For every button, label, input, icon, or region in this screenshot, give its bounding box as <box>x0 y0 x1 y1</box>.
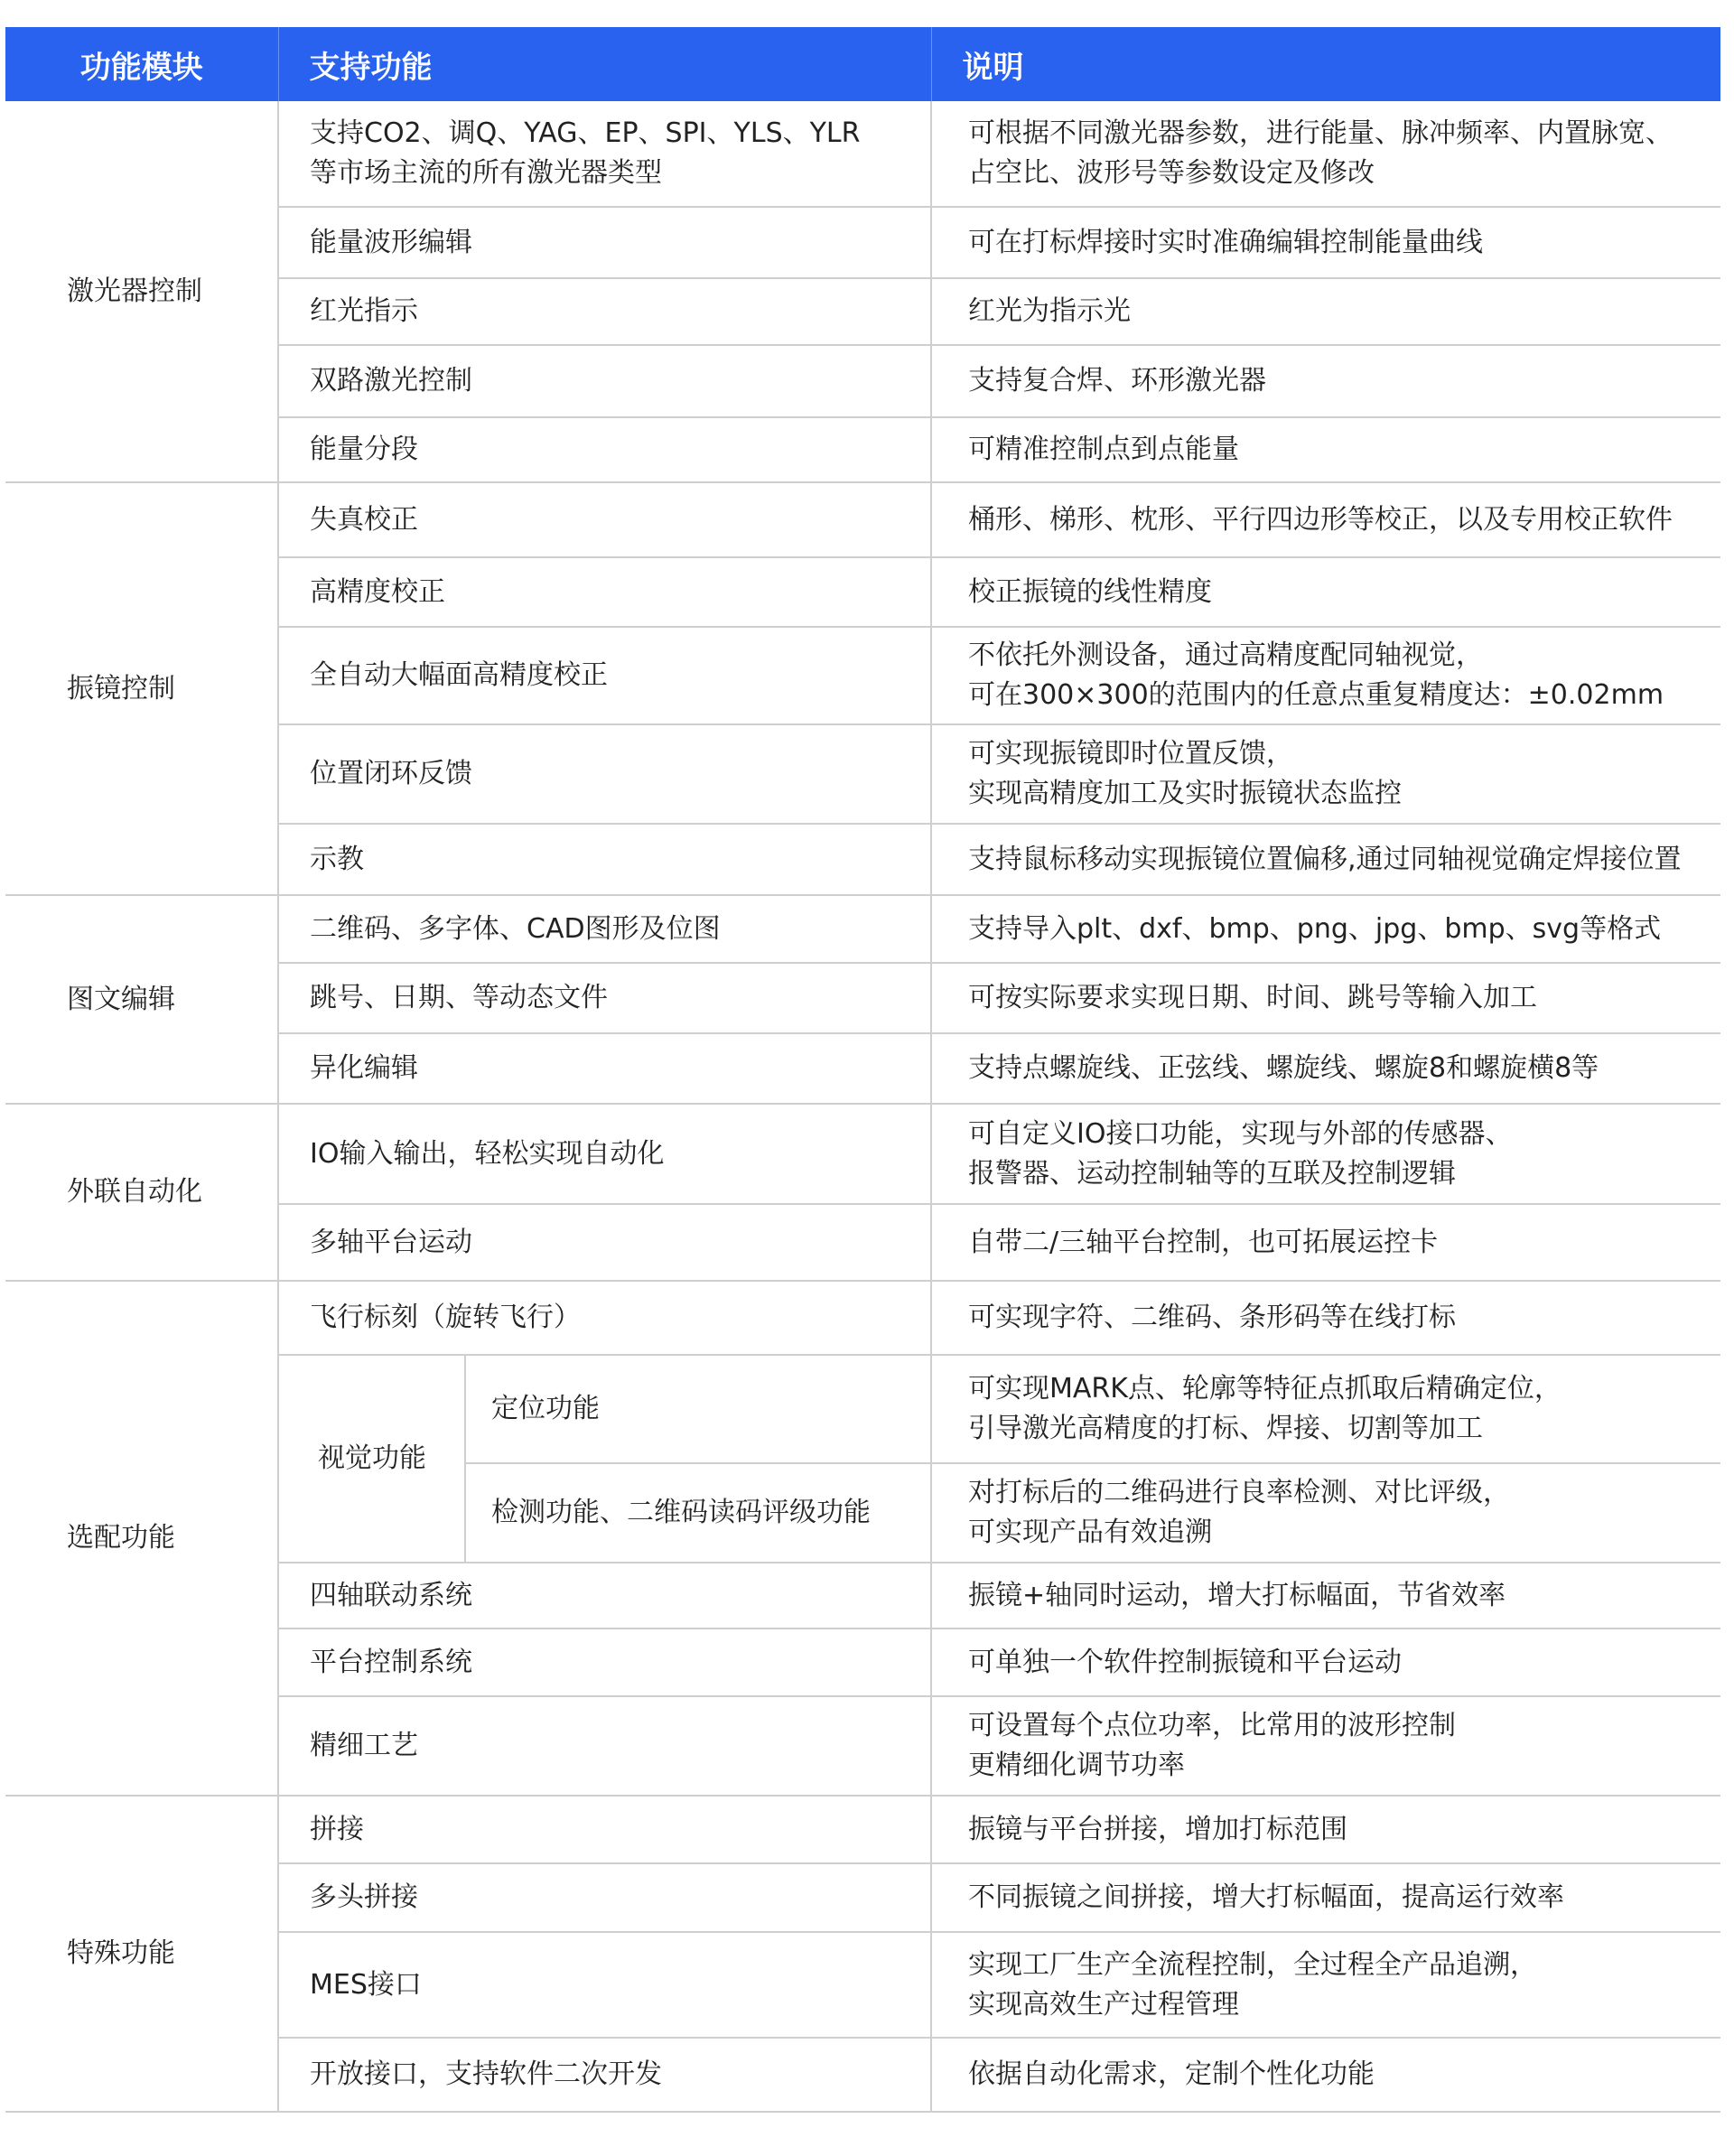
feature-cell: 飞行标刻（旋转飞行） <box>278 1281 931 1355</box>
feature-spec-table <box>5 27 1720 2113</box>
module-laser-control: 激光器控制 <box>5 101 278 482</box>
header-module: 功能模块 <box>5 27 278 101</box>
description-cell: 可单独一个软件控制振镜和平台运动 <box>931 1629 1720 1696</box>
description-cell: 可实现振镜即时位置反馈， 实现高精度加工及实时振镜状态监控 <box>931 724 1720 824</box>
feature-cell: 支持CO2、调Q、YAG、EP、SPI、YLS、YLR 等市场主流的所有激光器类型 <box>278 101 931 207</box>
header-description: 说明 <box>931 27 1720 101</box>
feature-cell: 四轴联动系统 <box>278 1563 931 1629</box>
description-cell: 可精准控制点到点能量 <box>931 417 1720 482</box>
feature-cell: 多轴平台运动 <box>278 1204 931 1281</box>
feature-cell: 全自动大幅面高精度校正 <box>278 627 931 724</box>
feature-cell: 开放接口，支持软件二次开发 <box>278 2038 931 2112</box>
description-cell: 自带二/三轴平台控制，也可拓展运控卡 <box>931 1204 1720 1281</box>
table-row <box>5 1281 1720 1355</box>
description-cell: 可实现字符、二维码、条形码等在线打标 <box>931 1281 1720 1355</box>
feature-cell: 能量波形编辑 <box>278 207 931 278</box>
description-cell: 支持点螺旋线、正弦线、螺旋线、螺旋8和螺旋横8等 <box>931 1033 1720 1104</box>
description-cell: 可设置每个点位功率，比常用的波形控制 更精细化调节功率 <box>931 1696 1720 1796</box>
table-row <box>5 1104 1720 1204</box>
feature-cell: 位置闭环反馈 <box>278 724 931 824</box>
table-row <box>5 101 1720 207</box>
feature-cell: 失真校正 <box>278 482 931 557</box>
feature-cell: 示教 <box>278 824 931 895</box>
description-cell: 桶形、梯形、枕形、平行四边形等校正，以及专用校正软件 <box>931 482 1720 557</box>
vision-function-cell: 视觉功能 <box>278 1355 465 1563</box>
table-header-row <box>5 27 1720 101</box>
description-cell: 红光为指示光 <box>931 278 1720 345</box>
description-cell: 可实现MARK点、轮廓等特征点抓取后精确定位， 引导激光高精度的打标、焊接、切割等加工 <box>931 1355 1720 1463</box>
module-special-features: 特殊功能 <box>5 1796 278 2112</box>
description-cell: 可自定义IO接口功能，实现与外部的传感器、 报警器、运动控制轴等的互联及控制逻辑 <box>931 1104 1720 1204</box>
module-optional-features: 选配功能 <box>5 1281 278 1796</box>
description-cell: 依据自动化需求，定制个性化功能 <box>931 2038 1720 2112</box>
feature-cell: 精细工艺 <box>278 1696 931 1796</box>
feature-cell: 检测功能、二维码读码评级功能 <box>465 1463 931 1563</box>
feature-cell: 定位功能 <box>465 1355 931 1463</box>
table-row <box>5 895 1720 963</box>
header-feature: 支持功能 <box>278 27 931 101</box>
feature-cell: MES接口 <box>278 1932 931 2038</box>
description-cell: 可在打标焊接时实时准确编辑控制能量曲线 <box>931 207 1720 278</box>
description-cell: 振镜与平台拼接，增加打标范围 <box>931 1796 1720 1863</box>
table-row <box>5 1796 1720 1863</box>
feature-cell: IO输入输出，轻松实现自动化 <box>278 1104 931 1204</box>
description-cell: 振镜+轴同时运动，增大打标幅面，节省效率 <box>931 1563 1720 1629</box>
table-row <box>5 482 1720 557</box>
module-external-automation: 外联自动化 <box>5 1104 278 1281</box>
feature-cell: 拼接 <box>278 1796 931 1863</box>
description-cell: 支持复合焊、环形激光器 <box>931 345 1720 417</box>
description-cell: 支持导入plt、dxf、bmp、png、jpg、bmp、svg等格式 <box>931 895 1720 963</box>
description-cell: 支持鼠标移动实现振镜位置偏移,通过同轴视觉确定焊接位置 <box>931 824 1720 895</box>
feature-cell: 能量分段 <box>278 417 931 482</box>
feature-cell: 跳号、日期、等动态文件 <box>278 963 931 1033</box>
module-graphics-editing: 图文编辑 <box>5 895 278 1104</box>
feature-cell: 异化编辑 <box>278 1033 931 1104</box>
feature-cell: 平台控制系统 <box>278 1629 931 1696</box>
module-galvo-control: 振镜控制 <box>5 482 278 895</box>
feature-cell: 红光指示 <box>278 278 931 345</box>
description-cell: 可按实际要求实现日期、时间、跳号等输入加工 <box>931 963 1720 1033</box>
description-cell: 可根据不同激光器参数，进行能量、脉冲频率、内置脉宽、 占空比、波形号等参数设定及修改 <box>931 101 1720 207</box>
feature-cell: 双路激光控制 <box>278 345 931 417</box>
description-cell: 对打标后的二维码进行良率检测、对比评级， 可实现产品有效追溯 <box>931 1463 1720 1563</box>
description-cell: 不依托外测设备，通过高精度配同轴视觉， 可在300×300的范围内的任意点重复精度达：±0.02mm <box>931 627 1720 724</box>
feature-cell: 高精度校正 <box>278 557 931 627</box>
feature-cell: 二维码、多字体、CAD图形及位图 <box>278 895 931 963</box>
description-cell: 校正振镜的线性精度 <box>931 557 1720 627</box>
feature-cell: 多头拼接 <box>278 1863 931 1932</box>
description-cell: 实现工厂生产全流程控制，全过程全产品追溯， 实现高效生产过程管理 <box>931 1932 1720 2038</box>
description-cell: 不同振镜之间拼接，增大打标幅面，提高运行效率 <box>931 1863 1720 1932</box>
